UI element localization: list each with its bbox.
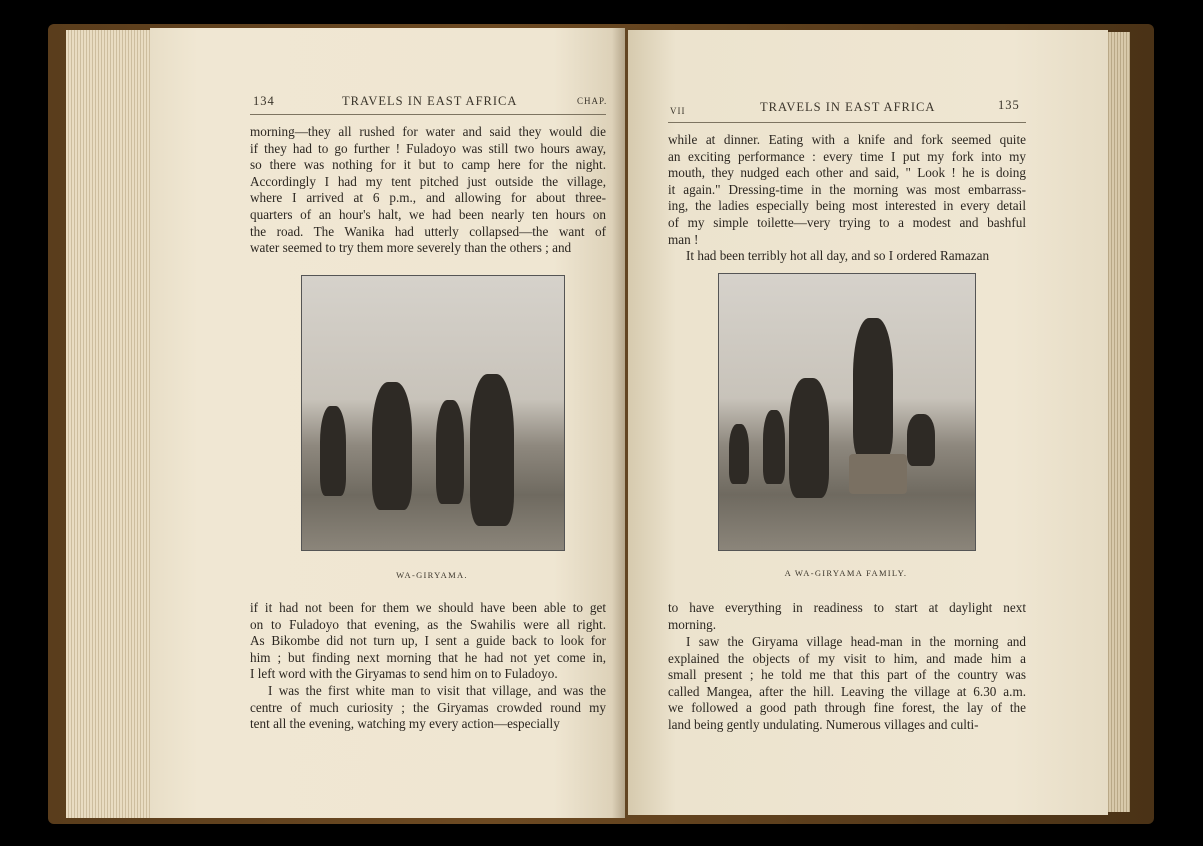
text-line: small present ; he told me that this part of the country was xyxy=(668,667,1026,683)
right-head-rule xyxy=(668,122,1026,123)
text-line: so there was nothing for it but to camp here for the night. xyxy=(250,157,606,173)
figure-person xyxy=(789,378,829,498)
text-line: where I arrived at 6 p.m., and allowing for about three- xyxy=(250,190,606,206)
right-plate-caption: A WA-GIRYAMA FAMILY. xyxy=(784,568,908,578)
text-line: explained the objects of my visit to him, and made him a xyxy=(668,650,1026,666)
figure-person xyxy=(853,318,893,460)
figure-person xyxy=(729,424,749,484)
right-page-number: 135 xyxy=(998,98,1020,112)
text-line: Accordingly I had my tent pitched just outside the village, xyxy=(250,173,606,189)
left-text-top xyxy=(250,124,606,257)
left-text-bottom-para2 xyxy=(250,683,606,733)
figure-person xyxy=(436,400,464,504)
right-text-bottom-para1 xyxy=(668,600,1026,633)
text-line: we followed a good path through fine forest, the lay of the xyxy=(668,700,1026,716)
left-page xyxy=(150,28,625,818)
left-text-bottom-para1 xyxy=(250,600,606,683)
left-chapter-label: CHAP. xyxy=(577,96,608,106)
text-line: land being gently undulating. Numerous villages and culti- xyxy=(668,716,979,732)
text-line: tent all the evening, watching my every action—especially xyxy=(250,716,560,732)
left-head-rule xyxy=(250,114,606,115)
right-chapter-label: VII xyxy=(670,106,686,116)
text-line: an exciting performance : every time I put my fork into my xyxy=(668,148,1026,164)
text-line: ing, the ladies especially being most interested in every detail xyxy=(668,198,1026,214)
right-page xyxy=(628,30,1108,815)
left-running-title: TRAVELS IN EAST AFRICA xyxy=(342,94,518,108)
figure-person xyxy=(372,382,412,510)
right-text-top-para1 xyxy=(668,132,1026,248)
text-line: morning—they all rushed for water and said they would die xyxy=(250,124,606,139)
basket xyxy=(849,454,907,494)
text-line: while at dinner. Eating with a knife and fork seemed quite xyxy=(668,132,1026,147)
plate-wa-giryama xyxy=(301,275,565,551)
text-line: called Mangea, after the hill. Leaving the village at 6.30 a.m. xyxy=(668,683,1026,699)
text-line: of my simple toilette—very trying to a modest and bashful xyxy=(668,214,1026,230)
text-line: if it had not been for them we should have been able to get xyxy=(250,600,606,615)
figure-person xyxy=(320,406,346,496)
text-line: the road. The Wanika had utterly collapsed—the want of xyxy=(250,223,606,239)
text-line: morning. xyxy=(668,616,716,632)
text-line: I was the first white man to visit that village, and was the xyxy=(268,683,606,698)
text-line: water seemed to try them more severely than the others ; and xyxy=(250,240,572,256)
text-line: I saw the Giryama village head-man in the morning and xyxy=(686,634,1026,649)
figure-person xyxy=(470,374,514,526)
right-running-title: TRAVELS IN EAST AFRICA xyxy=(760,100,936,114)
figure-person xyxy=(907,414,935,466)
right-text-bottom-para2 xyxy=(668,634,1026,734)
text-line: him ; but finding next morning that he had not yet come in, xyxy=(250,649,606,665)
text-line: if they had to go further ! Fuladoyo was still two hours away, xyxy=(250,140,606,156)
right-text-top-para2 xyxy=(668,248,1026,265)
text-line: man ! xyxy=(668,231,699,247)
text-line: centre of much curiosity ; the Giryamas crowded round my xyxy=(250,699,606,715)
text-line: on to Fuladoyo that evening, as the Swahilis were all right. xyxy=(250,616,606,632)
text-line: to have everything in readiness to start at daylight next xyxy=(668,600,1026,615)
plate-wa-giryama-family xyxy=(718,273,976,551)
text-line: quarters of an hour's halt, we had been nearly ten hours on xyxy=(250,206,606,222)
left-page-number: 134 xyxy=(253,94,275,108)
text-line: mouth, they nudged each other and said, " Look ! he is doing xyxy=(668,165,1026,181)
left-plate-caption: WA-GIRYAMA. xyxy=(396,570,468,580)
text-line: it again." Dressing-time in the morning was most embarrass- xyxy=(668,181,1026,197)
text-line: I left word with the Giryamas to send him on to Fuladoyo. xyxy=(250,666,558,682)
text-line: As Bikombe did not turn up, I sent a guide back to look for xyxy=(250,633,606,649)
text-line: It had been terribly hot all day, and so I ordered Ramazan xyxy=(686,248,990,263)
figure-person xyxy=(763,410,785,484)
